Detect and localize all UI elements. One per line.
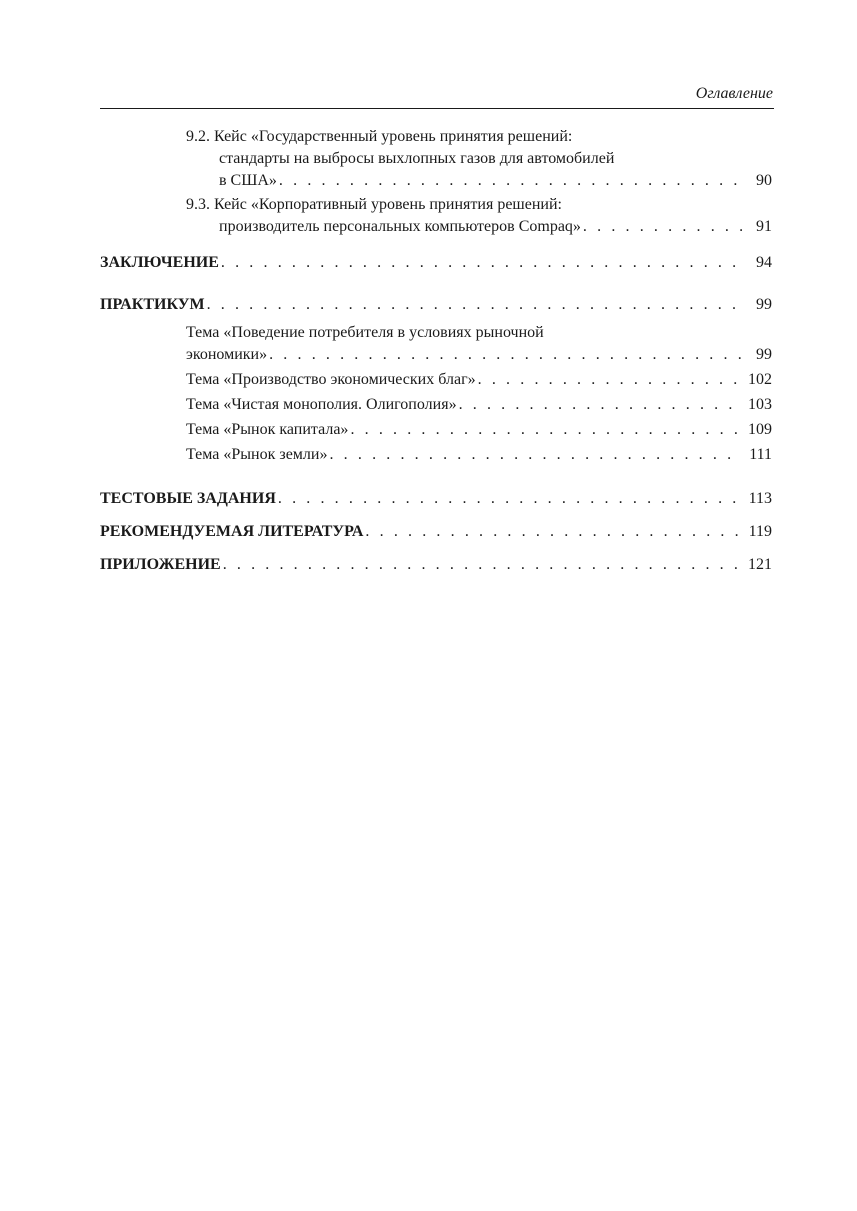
toc-entry-text: в США» [219, 172, 277, 189]
toc-entry-text: Тема «Производство экономических благ» [186, 371, 476, 388]
dot-leader [223, 554, 742, 576]
dot-leader [269, 344, 742, 366]
page-number: 99 [756, 296, 772, 313]
toc-entry-9-3-line2[interactable] [219, 216, 772, 238]
dot-leader [278, 488, 742, 510]
page-number: 111 [749, 446, 772, 463]
dot-leader [207, 294, 742, 316]
toc-entry-practicum[interactable] [100, 294, 772, 316]
dot-leader [279, 170, 742, 192]
toc-entry-topic-3[interactable] [186, 394, 772, 416]
toc-entry-text: ТЕСТОВЫЕ ЗАДАНИЯ [100, 490, 276, 507]
toc-entry-topic-4[interactable] [186, 419, 772, 441]
toc-entry-text: ПРАКТИКУМ [100, 296, 205, 313]
dot-leader [459, 394, 742, 416]
toc-entry-text: Тема «Рынок капитала» [186, 421, 349, 438]
running-header: Оглавление [695, 85, 773, 102]
page-number: 109 [748, 421, 772, 438]
page-number: 119 [748, 523, 772, 540]
toc-entry-topic-1-line2[interactable] [186, 344, 772, 366]
toc-entry-text: ПРИЛОЖЕНИЕ [100, 556, 221, 573]
toc-entry-text: производитель персональных компьютеров Compaq» [219, 218, 581, 235]
toc-entry-text: экономики» [186, 346, 268, 363]
page-number: 113 [748, 490, 772, 507]
page-number: 121 [748, 556, 772, 573]
page-number: 102 [748, 371, 772, 388]
dot-leader [478, 369, 742, 391]
toc-entry-9-2-line2 [219, 148, 772, 170]
dot-leader [350, 419, 742, 441]
toc-entry-conclusion[interactable] [100, 252, 772, 274]
toc-entry-text: РЕКОМЕНДУЕМАЯ ЛИТЕРАТУРА [100, 523, 364, 540]
toc-entry-appendix[interactable] [100, 554, 772, 576]
toc-entry-text: 9.3. Кейс «Корпоративный уровень принятия решений: [186, 196, 562, 213]
toc-entry-topic-5[interactable] [186, 444, 772, 466]
dot-leader [221, 252, 742, 274]
toc-entry-text: Тема «Рынок земли» [186, 446, 328, 463]
page-number: 103 [748, 396, 772, 413]
toc-entry-text: стандарты на выбросы выхлопных газов для автомобилей [219, 150, 615, 167]
dot-leader [365, 521, 742, 543]
toc-entry-text: Тема «Чистая монополия. Олигополия» [186, 396, 457, 413]
dot-leader [329, 444, 742, 466]
toc-entry-9-2-line3[interactable] [219, 170, 772, 192]
page-number: 90 [756, 172, 772, 189]
toc-entry-text: Тема «Поведение потребителя в условиях рыночной [186, 324, 544, 341]
toc-entry-9-2-line1 [186, 126, 772, 148]
toc-entry-topic-1-line1 [186, 322, 772, 344]
toc-entry-text: ЗАКЛЮЧЕНИЕ [100, 254, 219, 271]
page-number: 91 [756, 218, 772, 235]
toc-entry-topic-2[interactable] [186, 369, 772, 391]
toc-entry-9-3-line1 [186, 194, 772, 216]
toc-entry-tests[interactable] [100, 488, 772, 510]
table-of-contents [100, 0, 774, 1211]
toc-entry-literature[interactable] [100, 521, 772, 543]
page-number: 94 [756, 254, 772, 271]
page-number: 99 [756, 346, 772, 363]
dot-leader [583, 216, 742, 238]
toc-entry-text: 9.2. Кейс «Государственный уровень принятия решений: [186, 128, 573, 145]
